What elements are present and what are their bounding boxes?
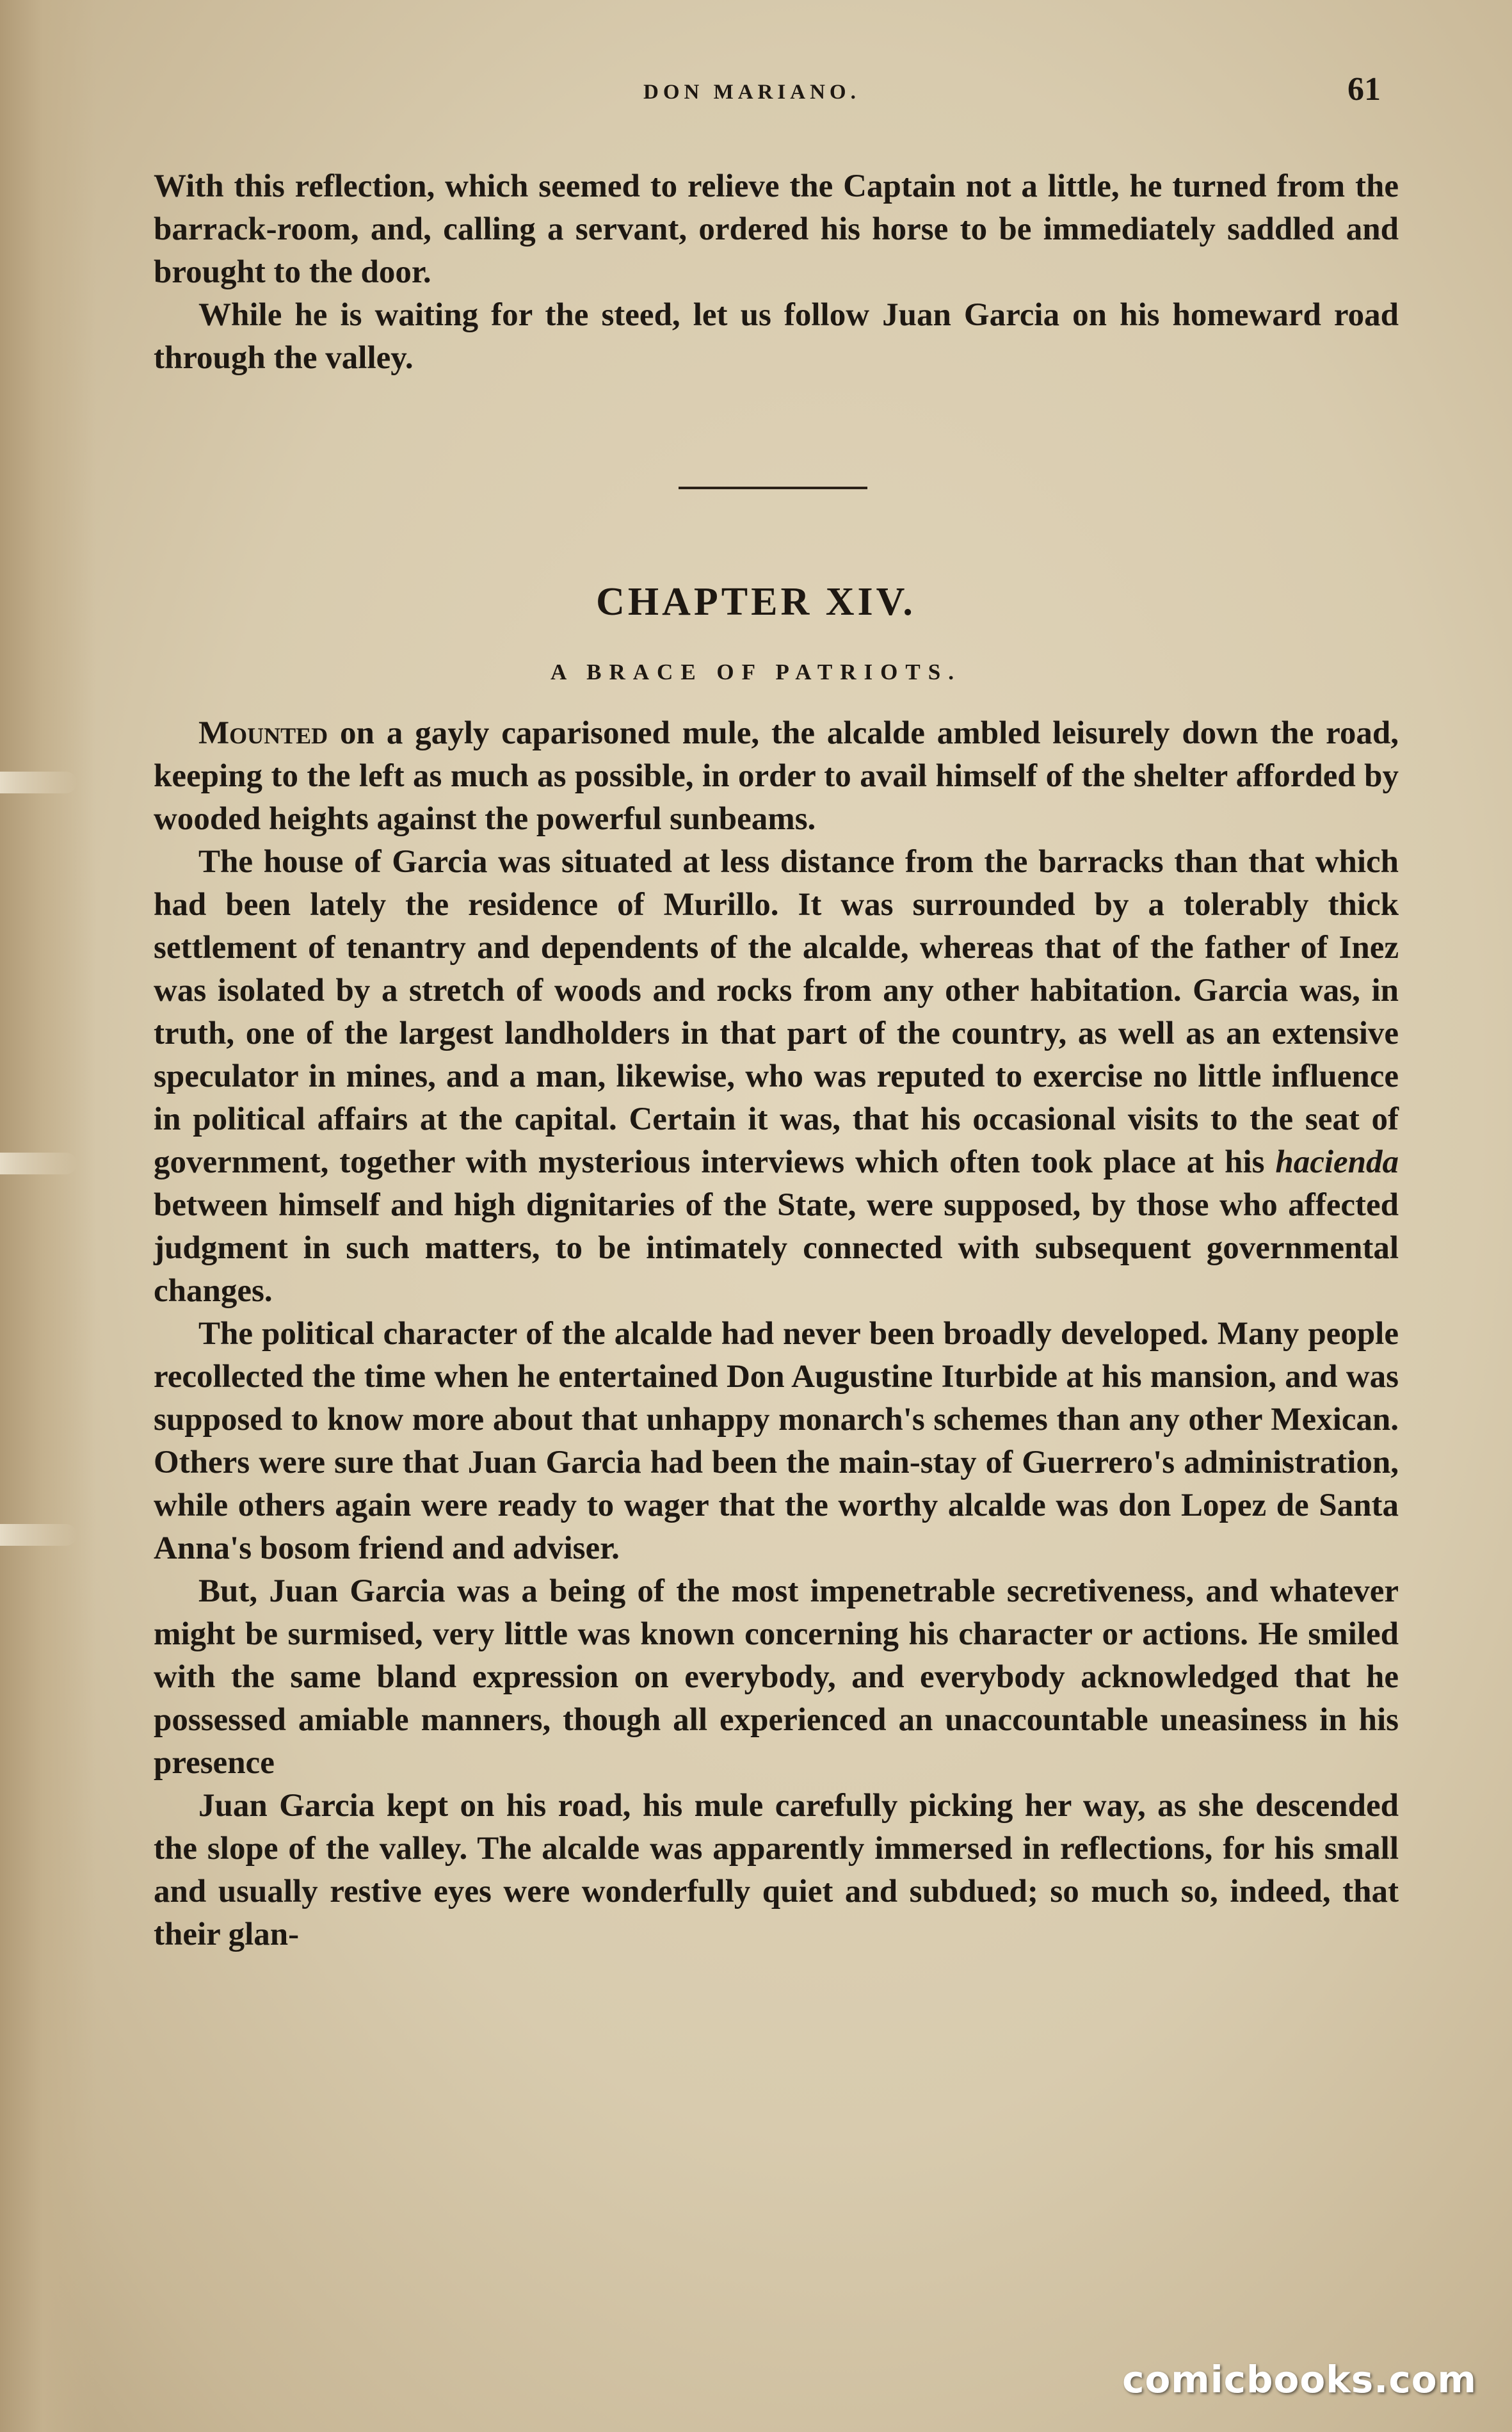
paragraph: The political character of the alcalde had never been broadly developed. Many people recollected the time when he entertained Don Augustine Iturbide at his mansion, and was supposed to know more about that unhappy monarch's schemes than any other Mexican. Others were sure that Juan Garcia had been the main-stay of Guerrero's administration, while others again were ready to wager that the worthy alcalde was don Lopez de Santa Anna's bosom friend and adviser. xyxy=(154,1316,1399,1566)
previous-chapter-ending xyxy=(154,165,1399,380)
paragraph: But, Juan Garcia was a being of the most impenetrable secretiveness, and whatever might be surmised, very little was known concerning his character or actions. He smiled with the same bland expression on everybody, and everybody acknowledged that he possessed amiable manners, though all experienced an unaccountable uneasiness in his presence xyxy=(154,1573,1399,1781)
running-header xyxy=(0,71,1512,114)
watermark: comicbooks.com xyxy=(1122,2358,1477,2401)
page-number: 61 xyxy=(1347,71,1381,108)
chapter-body xyxy=(154,712,1399,1956)
chapter-subtitle: A BRACE OF PATRIOTS. xyxy=(551,660,961,685)
page-tear-mark xyxy=(0,772,77,793)
paragraph: Juan Garcia kept on his road, his mule carefully picking her way, as she descended the slope of the valley. The alcalde was apparently immersed in reflections, for his small and usually restive eyes were wonderfully quiet and subdued; so much so, indeed, that their glan- xyxy=(154,1788,1399,1952)
page-tear-mark xyxy=(0,1524,77,1546)
paragraph xyxy=(154,712,1399,841)
paragraph: With this reflection, which seemed to relieve the Captain not a little, he turned from the barrack-room, and, calling a servant, ordered his horse to be immediately saddled and brought to the door. xyxy=(154,168,1399,290)
italic-word: hacienda xyxy=(1275,1144,1399,1180)
section-divider-rule xyxy=(679,487,867,489)
running-title: DON MARIANO. xyxy=(643,81,860,104)
page-tear-mark xyxy=(0,1153,77,1174)
chapter-title: CHAPTER XIV. xyxy=(596,580,916,624)
paragraph xyxy=(154,841,1399,1313)
paragraph-text: The house of Garcia was situated at less distance from the barracks than that which had been lately the residence of Murillo. It was surrounded by a tolerably thick settlement of tenantry and dependents of the alcalde, whereas that of the father of Inez was isolated by a stretch of woods and rocks from any other habitation. Garcia was, in truth, one of the largest landholders in that part of the country, as well as an extensive speculator in mines, and a man, likewise, who was reputed to exercise no little influence in political affairs at the capital. Certain it was, that his occasional visits to the seat of government, together with mysterious interviews which often took place at his xyxy=(154,844,1399,1180)
paragraph-text: on a gayly caparisoned mule, the alcalde ambled leisurely down the road, keeping to the left as much as possible, in order to avail himself of the shelter afforded by wooded heights against the powerful sunbeams. xyxy=(154,715,1399,837)
paragraph-text: between himself and high dignitaries of the State, were supposed, by those who affected judgment in such matters, to be intimately connected with subsequent governmental changes. xyxy=(154,1187,1399,1309)
opening-word: Mounted xyxy=(198,715,328,751)
page-gutter-shadow xyxy=(0,0,96,2432)
paragraph: While he is waiting for the steed, let us follow Juan Garcia on his homeward road through the valley. xyxy=(154,297,1399,376)
